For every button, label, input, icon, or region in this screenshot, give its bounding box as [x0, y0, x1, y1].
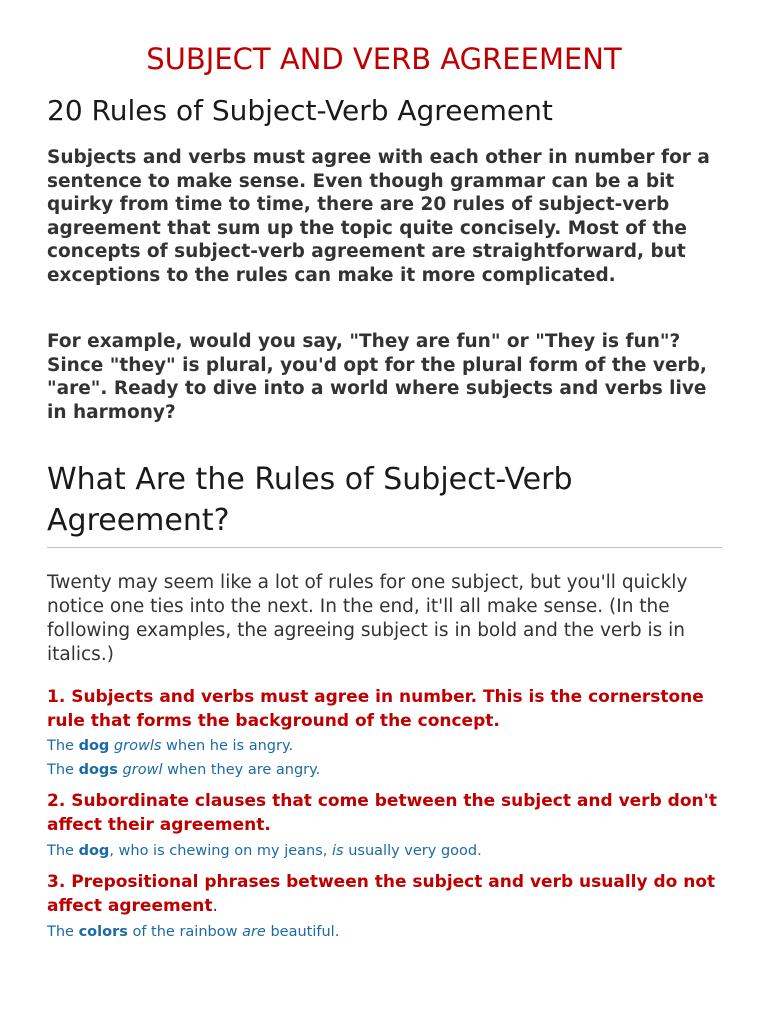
page-subtitle: 20 Rules of Subject-Verb Agreement — [47, 94, 553, 127]
rule-2-example-1 — [47, 841, 482, 861]
example-mid: , who is chewing on my jeans, — [109, 843, 333, 859]
section-body: Twenty may seem like a lot of rules for one subject, but you'll quickly notice one ties into the next. In the end, it'll all make sense. (In the following examples, the agreeing subject is in bold and the verb is in italics.) — [47, 572, 688, 665]
intro-paragraph-2: For example, would you say, "They are fun" or "They is fun"? Since "they" is plural, you'd opt for the plural form of the verb, "are". Ready to dive into a world where subjects and verbs live in harmony? — [47, 331, 707, 423]
rule-2 — [47, 790, 722, 837]
page-title: SUBJECT AND VERB AGREEMENT — [146, 42, 622, 76]
example-verb: are — [242, 924, 266, 940]
example-verb: is — [332, 843, 344, 859]
example-pre: The — [47, 924, 79, 940]
rule-3-text: 3. Prepositional phrases between the subject and verb usually do not affect agreement — [47, 872, 716, 916]
rule-2-text: 2. Subordinate clauses that come between the subject and verb don't affect their agreement. — [47, 791, 717, 835]
example-pre: The — [47, 738, 79, 754]
example-pre: The — [47, 762, 79, 778]
example-verb: growl — [122, 762, 163, 778]
example-post: when he is angry. — [161, 738, 294, 754]
rule-1-example-2 — [47, 760, 320, 780]
rule-3 — [47, 871, 722, 918]
example-post: beautiful. — [265, 924, 340, 940]
example-post: usually very good. — [343, 843, 482, 859]
example-subject: dog — [78, 738, 110, 754]
rule-3-example-1 — [47, 922, 339, 942]
intro-paragraph-1: Subjects and verbs must agree with each other in number for a sentence to make sense. Even though grammar can be a bit quirky from time to time, there are 20 rules of subject-verb agreement that sum up the topic quite concisely. Most of the concepts of subject-verb agreement are straightforward, but exceptions to the rules can make it more complicated. — [47, 147, 710, 286]
example-verb: growls — [113, 738, 162, 754]
section-divider — [47, 547, 722, 548]
section-heading: What Are the Rules of Subject-Verb Agreement? — [47, 462, 573, 538]
example-post: when they are angry. — [162, 762, 321, 778]
example-pre: The — [47, 843, 79, 859]
rule-1-text: 1. Subjects and verbs must agree in number. This is the cornerstone rule that forms the background of the concept. — [47, 687, 704, 731]
rule-1 — [47, 686, 722, 733]
rule-1-example-1 — [47, 736, 293, 756]
example-subject: dog — [78, 843, 110, 859]
rule-3-tail: . — [212, 895, 218, 916]
example-subject: dogs — [78, 762, 118, 778]
example-subject: colors — [78, 924, 128, 940]
example-mid: of the rainbow — [127, 924, 243, 940]
